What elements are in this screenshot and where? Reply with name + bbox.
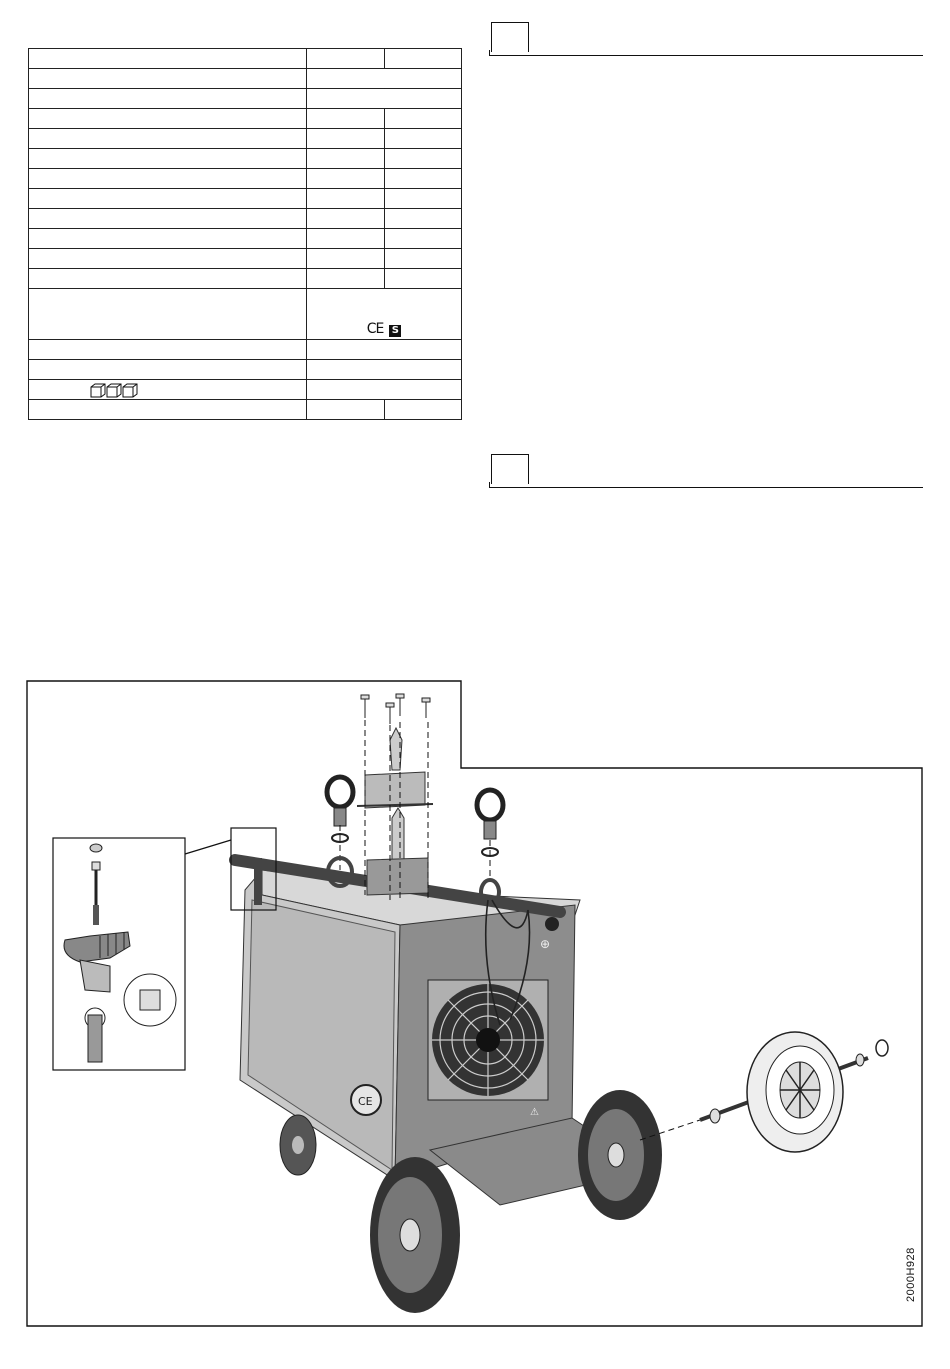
figure-code: 2000H928 <box>905 1247 917 1302</box>
lifting-bracket <box>357 694 433 900</box>
svg-text:⊕: ⊕ <box>540 937 551 951</box>
caster-wheel-icon <box>280 1115 316 1175</box>
wheel-icon <box>578 1090 662 1220</box>
ce-mark: CE <box>366 321 384 337</box>
svg-text:⚠: ⚠ <box>530 1107 539 1118</box>
s-mark: S <box>389 325 401 337</box>
lifting-eye-bolt-icon <box>477 790 503 904</box>
wheel-icon <box>370 1157 460 1313</box>
handle-detail-inset <box>53 838 185 1070</box>
exploded-wheel-icon <box>640 1032 888 1152</box>
svg-text:CE: CE <box>358 1095 373 1108</box>
fan-icon <box>428 980 548 1100</box>
